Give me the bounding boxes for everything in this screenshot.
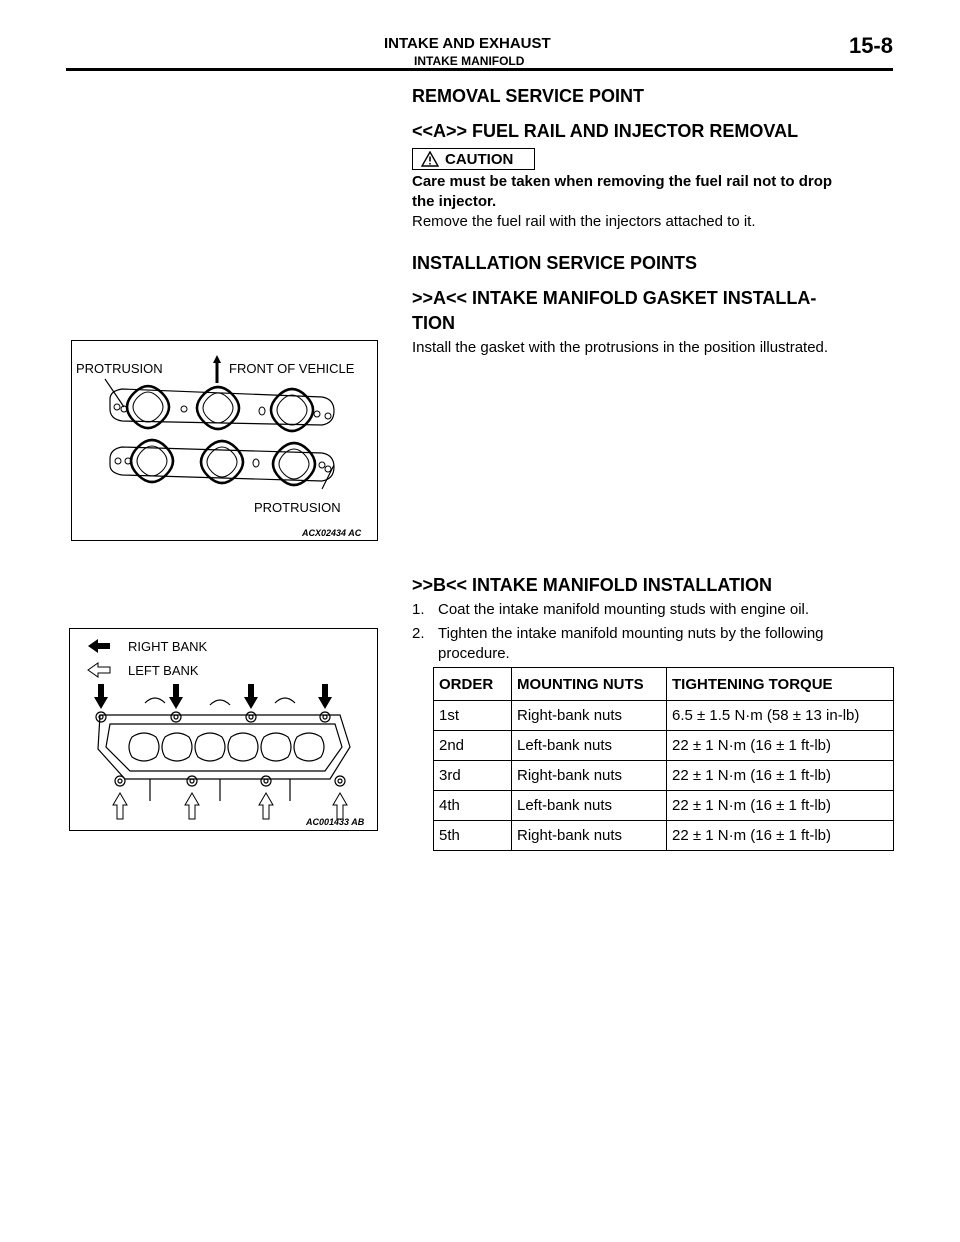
- table-header-row: [434, 668, 894, 701]
- table-row: [434, 791, 894, 821]
- order-cell: 3rd: [434, 761, 512, 791]
- figure2-right-bank-label: RIGHT BANK: [128, 639, 208, 654]
- table-row: [434, 761, 894, 791]
- installation-heading: INSTALLATION SERVICE POINTS: [412, 253, 698, 273]
- gasket-body: Install the gasket with the protrusions in the position illustrated.: [412, 339, 829, 356]
- header-rule: [66, 68, 893, 71]
- right-bank-arrow-icon: [88, 639, 110, 653]
- torque-cell: 22 ± 1 N·m (16 ± 1 ft-lb): [667, 761, 894, 791]
- torque-table: [433, 667, 894, 851]
- page-number: 15-8: [848, 33, 893, 58]
- figure1-protrusion-bottom-label: PROTRUSION: [254, 500, 341, 515]
- torque-cell: 6.5 ± 1.5 N·m (58 ± 13 in-lb): [667, 701, 894, 731]
- table-row: [434, 821, 894, 851]
- step-number: 1.: [412, 601, 425, 618]
- removal-heading: REMOVAL SERVICE POINT: [412, 86, 645, 106]
- procedure-step: [412, 600, 892, 620]
- header-tightening-torque: TIGHTENING TORQUE: [667, 668, 894, 701]
- order-cell: 5th: [434, 821, 512, 851]
- caution-text-line1: Care must be taken when removing the fuel rail not to drop: [412, 173, 833, 190]
- figure2-code: AC001433 AB: [306, 817, 365, 827]
- nuts-cell: Right-bank nuts: [512, 821, 667, 851]
- nuts-cell: Left-bank nuts: [512, 731, 667, 761]
- gasket-figure: [71, 340, 378, 541]
- caution-box: [412, 148, 535, 170]
- intake-manifold: [96, 698, 350, 801]
- gasket-heading-line1: >>A<< INTAKE MANIFOLD GASKET INSTALLA-: [412, 288, 817, 308]
- manifold-heading: >>B<< INTAKE MANIFOLD INSTALLATION: [412, 575, 773, 595]
- subsection-title: INTAKE MANIFOLD: [414, 54, 525, 68]
- left-bank-nut-arrows: [113, 793, 347, 819]
- right-bank-nut-arrows: [94, 684, 332, 709]
- order-cell: 1st: [434, 701, 512, 731]
- order-cell: 2nd: [434, 731, 512, 761]
- left-bank-arrow-icon: [88, 663, 110, 677]
- header-order: ORDER: [434, 668, 512, 701]
- torque-cell: 22 ± 1 N·m (16 ± 1 ft-lb): [667, 791, 894, 821]
- upper-gasket: [110, 386, 334, 431]
- lower-gasket: [110, 440, 334, 485]
- removal-subheading: <<A>> FUEL RAIL AND INJECTOR REMOVAL: [412, 121, 799, 141]
- caution-label: CAUTION: [445, 151, 514, 168]
- step-text: Tighten the intake manifold mounting nuts by the following procedure.: [438, 625, 824, 662]
- order-cell: 4th: [434, 791, 512, 821]
- front-arrow-icon: [213, 355, 221, 383]
- table-row: [434, 731, 894, 761]
- warning-triangle-icon: [421, 151, 439, 167]
- caution-text-line2: the injector.: [412, 193, 497, 210]
- nuts-cell: Right-bank nuts: [512, 701, 667, 731]
- figure2-left-bank-label: LEFT BANK: [128, 663, 199, 678]
- figure1-code: ACX02434 AC: [302, 528, 362, 538]
- gasket-heading-line2: TION: [412, 313, 455, 333]
- torque-cell: 22 ± 1 N·m (16 ± 1 ft-lb): [667, 821, 894, 851]
- procedure-step: [412, 624, 892, 664]
- nuts-cell: Right-bank nuts: [512, 761, 667, 791]
- manifold-figure: [69, 628, 378, 831]
- figure1-protrusion-top-label: PROTRUSION: [76, 361, 163, 376]
- torque-cell: 22 ± 1 N·m (16 ± 1 ft-lb): [667, 731, 894, 761]
- removal-body: Remove the fuel rail with the injectors attached to it.: [412, 213, 756, 230]
- step-text: Coat the intake manifold mounting studs with engine oil.: [438, 601, 810, 618]
- table-row: [434, 701, 894, 731]
- nuts-cell: Left-bank nuts: [512, 791, 667, 821]
- procedure-list: [412, 600, 892, 664]
- header-mounting-nuts: MOUNTING NUTS: [512, 668, 667, 701]
- step-number: 2.: [412, 625, 425, 642]
- figure1-front-label: FRONT OF VEHICLE: [229, 361, 355, 376]
- section-title: INTAKE AND EXHAUST: [384, 35, 551, 52]
